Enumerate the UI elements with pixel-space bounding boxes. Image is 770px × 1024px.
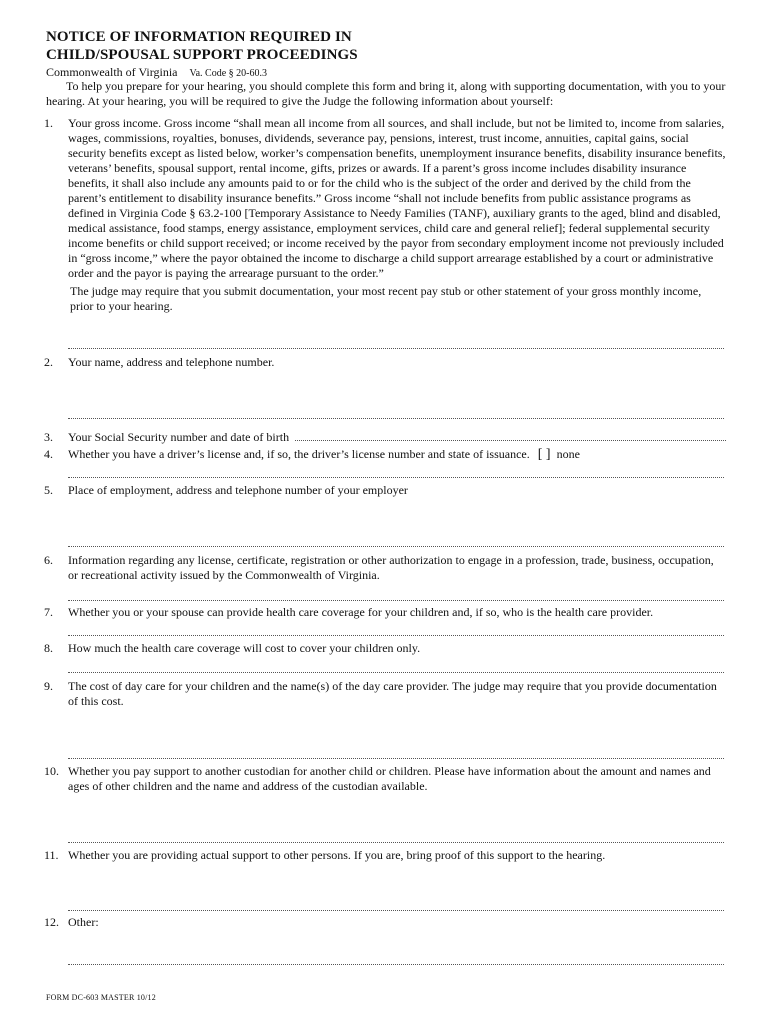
- answer-line-item5[interactable]: [68, 546, 724, 547]
- none-checkbox[interactable]: [ ]: [537, 447, 551, 462]
- item-drivers-license-row: [68, 447, 726, 462]
- item-gross-income: Your gross income. Gross income “shall mean all income from all sources, and shall include, but not be limited to, income from salaries, wages, commissions, royalties, bonuses, dividends, severance pay, pensions, interest, trust income, annuities, capital gains, social security benefits except as listed below, worker’s compensation benefits, unemployment insurance benefits, disability insurance benefits, veterans’ benefits, spousal support, rental income, gifts, prizes or awards. If a parent’s gross income includes disability insurance benefits, it shall also include any amounts paid to or for the child who is the subject of the order and derived by the child from the parent’s entitlement to disability insurance benefits.” Gross income “shall not include benefits from public assistance programs as defined in Virginia Code § 63.2-100 [Temporary Assistance to Needy Families (TANF), auxiliary grants to the aged, blind and disabled, medical assistance, food stamps, energy assistance, employment services, child care and general relief]; federal supplemental security income benefits or child support received; or income received by the payor from secondary employment income not previously included in “gross income,” where the payor obtained the income to discharge a child support arrearage established by a court or administrative order and the payor is paying the arrearage pursuant to the order.”: [68, 116, 726, 280]
- answer-line-item11[interactable]: [68, 910, 724, 911]
- item-number: 8.: [44, 641, 53, 655]
- item-ssn-dob: Your Social Security number and date of birth: [68, 430, 290, 444]
- intro-paragraph: To help you prepare for your hearing, you should complete this form and bring it, along with supporting documentation, with you to your hearing. At your hearing, you will be required to give the Judge the following information about yourself:: [46, 79, 726, 108]
- item-licenses: Information regarding any license, certificate, registration or other authorization to engage in a profession, trade, business, occupation, or recreational activity issued by the Commonwealth of Virginia.: [68, 553, 714, 582]
- item-ssn-dob-row: [68, 430, 726, 445]
- jurisdiction: Commonwealth of Virginia: [46, 65, 178, 79]
- form-title-line1: NOTICE OF INFORMATION REQUIRED IN: [46, 29, 352, 45]
- item-other: Other:: [68, 915, 99, 929]
- item-number: 5.: [44, 483, 53, 497]
- answer-line-item7[interactable]: [68, 635, 724, 636]
- item-day-care: The cost of day care for your children and the name(s) of the day care provider. The judge may require that you provide documentation of this cost.: [68, 679, 717, 708]
- item-health-coverage: Whether you or your spouse can provide health care coverage for your children and, if so, who is the health care provider.: [68, 605, 654, 619]
- code-reference: Va. Code § 20-60.3: [189, 68, 267, 79]
- item-support-others: Whether you are providing actual support to other persons. If you are, bring proof of this support to the hearing.: [68, 848, 606, 862]
- answer-line-item10[interactable]: [68, 842, 724, 843]
- answer-line-item6[interactable]: [68, 600, 724, 601]
- item-number: 10.: [44, 764, 59, 778]
- none-label: none: [556, 447, 580, 461]
- item-employer: Place of employment, address and telephone number of your employer: [68, 483, 408, 497]
- answer-line-item1[interactable]: [68, 348, 724, 349]
- answer-line-item3[interactable]: [295, 440, 726, 441]
- item-health-cost: How much the health care coverage will cost to cover your children only.: [68, 641, 421, 655]
- answer-line-item8[interactable]: [68, 672, 724, 673]
- item-number: 4.: [44, 447, 53, 461]
- answer-line-item4[interactable]: [68, 477, 724, 478]
- answer-line-item2[interactable]: [68, 418, 724, 419]
- item-number: 11.: [44, 848, 59, 862]
- item-number: 12.: [44, 915, 59, 929]
- item-name-address-phone: Your name, address and telephone number.: [68, 355, 275, 369]
- item-drivers-license: Whether you have a driver’s license and, if so, the driver’s license number and state of issuance.: [68, 447, 530, 461]
- form-number: FORM DC-603 MASTER 10/12: [46, 993, 156, 1002]
- item-other-custodian: Whether you pay support to another custodian for another child or children. Please have information about the amount and names and ages of other children and the name and address of the custodian available.: [68, 764, 711, 793]
- item-number: 1.: [44, 116, 53, 130]
- form-title-line2: CHILD/SPOUSAL SUPPORT PROCEEDINGS: [46, 47, 358, 63]
- item-number: 3.: [44, 430, 53, 444]
- item-number: 2.: [44, 355, 53, 369]
- item-number: 9.: [44, 679, 53, 693]
- item1-documentation-note: The judge may require that you submit documentation, your most recent pay stub or other statement of your gross monthly income, prior to your hearing.: [70, 284, 702, 313]
- answer-line-item12[interactable]: [68, 964, 724, 965]
- answer-line-item9[interactable]: [68, 758, 724, 759]
- jurisdiction-line: [46, 65, 267, 80]
- item-number: 6.: [44, 553, 53, 567]
- item-number: 7.: [44, 605, 53, 619]
